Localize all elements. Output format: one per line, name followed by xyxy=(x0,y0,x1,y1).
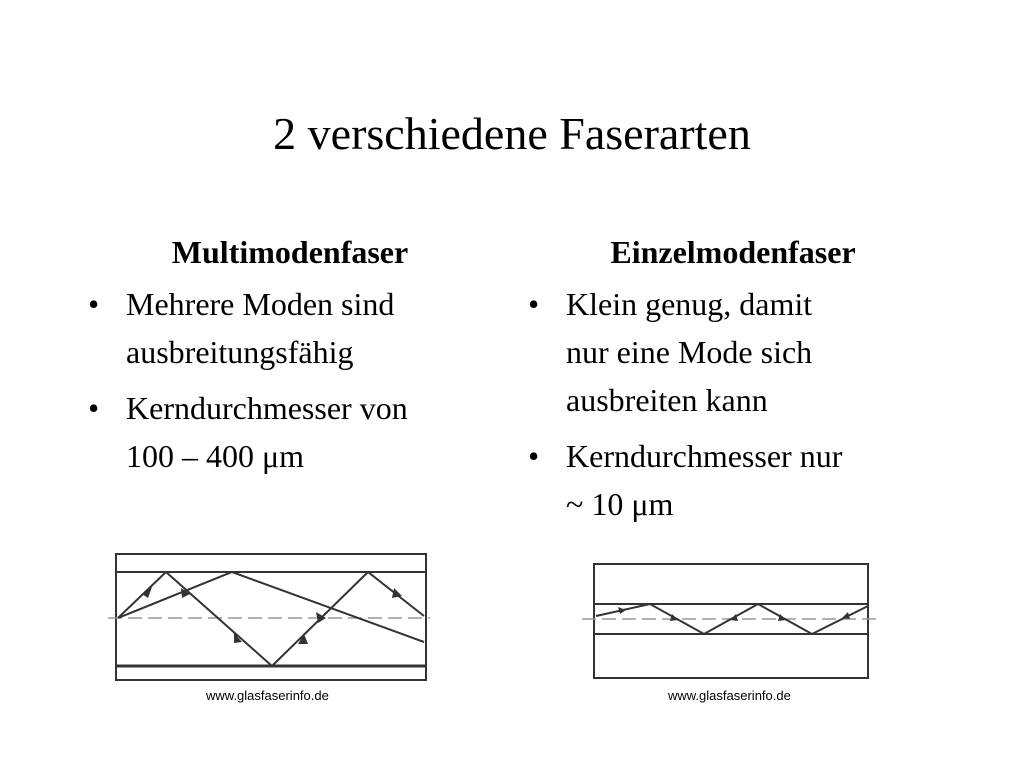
right-bullet-list xyxy=(524,280,934,528)
bullet-text: Kerndurchmesser nur xyxy=(566,438,843,474)
bullet-text: Klein genug, damit xyxy=(566,286,813,322)
left-figure-credit: www.glasfaserinfo.de xyxy=(206,688,329,703)
fiber-cladding-outline xyxy=(594,564,868,678)
right-column-heading: Einzelmodenfaser xyxy=(610,234,856,270)
list-item xyxy=(84,384,494,480)
list-item xyxy=(84,280,494,376)
bullet-text: 100 – 400 μm xyxy=(126,438,305,474)
left-column xyxy=(84,230,494,488)
singlemode-fiber-diagram xyxy=(580,558,880,682)
right-figure-credit: www.glasfaserinfo.de xyxy=(668,688,791,703)
multimode-fiber-diagram xyxy=(106,546,432,690)
left-bullet-list xyxy=(84,280,494,480)
bullet-text: Mehrere Moden sind xyxy=(126,286,395,322)
bullet-text: ausbreiten kann xyxy=(566,382,768,418)
slide-title: 2 verschiedene Faserarten xyxy=(273,108,751,159)
bullet-text: ausbreitungsfähig xyxy=(126,334,354,370)
list-item xyxy=(524,280,934,424)
bullet-text: Kerndurchmesser von xyxy=(126,390,408,426)
bullet-text: ~ 10 μm xyxy=(566,486,674,522)
bullet-text: nur eine Mode sich xyxy=(566,334,813,370)
right-column xyxy=(524,230,934,536)
left-column-heading: Multimodenfaser xyxy=(171,234,409,270)
list-item xyxy=(524,432,934,528)
